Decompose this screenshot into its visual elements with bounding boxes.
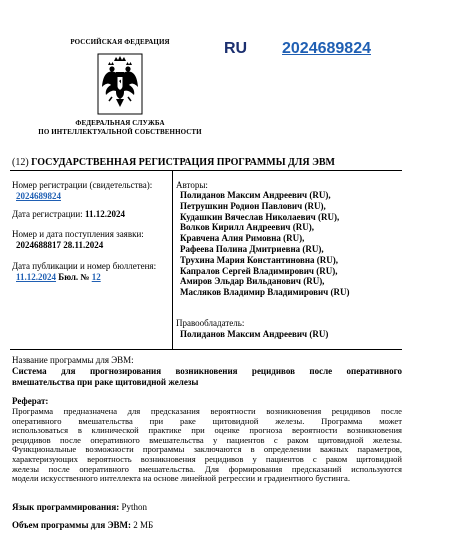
language-value: Python bbox=[121, 502, 147, 512]
size-value: 2 МБ bbox=[133, 520, 154, 530]
abstract-line: характеризующих вероятность возникновения рецидивов у пациентов с раком щитовидной bbox=[12, 453, 402, 464]
reg-number-link[interactable]: 2024689824 bbox=[16, 191, 61, 201]
size-row bbox=[12, 520, 153, 531]
size-label: Объем программы для ЭВМ: bbox=[12, 520, 132, 530]
author-item: Полиданов Максим Андреевич (RU), bbox=[180, 190, 331, 200]
program-name-line-2: вмешательства при раке щитовидной железы bbox=[12, 377, 199, 387]
divider-top bbox=[10, 170, 402, 171]
program-name-label: Название программы для ЭВМ: bbox=[12, 355, 134, 365]
bulletin-label: Бюл. № bbox=[58, 272, 90, 282]
publication-label: Дата публикации и номер бюллетеня: bbox=[12, 261, 157, 271]
program-name-line-1: Система для прогнозирования возникновения рецидивов после оперативного bbox=[12, 366, 402, 376]
language-label: Язык программирования: bbox=[12, 502, 120, 512]
abstract-line: модели искусственного интеллекта на основе линейной регрессии и градиентного бустинга. bbox=[12, 473, 350, 484]
abstract-line: Программа предназначена для предсказания вероятности возникновения рецидивов после bbox=[12, 406, 402, 416]
country-code: RU bbox=[224, 40, 248, 57]
federation-title: РОССИЙСКАЯ ФЕДЕРАЦИЯ bbox=[70, 38, 170, 46]
agency-line-2: ПО ИНТЕЛЛЕКТУАЛЬНОЙ СОБСТВЕННОСТИ bbox=[38, 128, 202, 136]
reg-date-row bbox=[12, 209, 125, 220]
abstract-text bbox=[12, 407, 402, 484]
document-type-line bbox=[12, 157, 335, 168]
application-value: 2024688817 28.11.2024 bbox=[16, 240, 104, 250]
column-divider bbox=[172, 171, 173, 349]
document-type-title: ГОСУДАРСТВЕННАЯ РЕГИСТРАЦИЯ ПРОГРАММЫ ДЛЯ ЭВМ bbox=[31, 157, 335, 168]
abstract-line: оперативного вмешательства при раке щитовидной железы. Программа может bbox=[12, 415, 402, 426]
author-item: Кравчена Алия Римовна (RU), bbox=[180, 233, 305, 244]
author-item: Петрушкин Родион Павлович (RU), bbox=[180, 200, 326, 211]
registration-number-link[interactable]: 2024689824 bbox=[282, 40, 371, 57]
holder-label: Правообладатель: bbox=[176, 318, 245, 328]
author-item: Рафеева Полина Дмитриевна (RU), bbox=[180, 243, 324, 254]
author-item: Кудашкин Вячеслав Николаевич (RU), bbox=[180, 211, 340, 222]
author-item: Масляков Владимир Владимирович (RU) bbox=[180, 287, 350, 298]
reg-number-label: Номер регистрации (свидетельства): bbox=[12, 180, 153, 190]
authors-list bbox=[180, 190, 349, 298]
bulletin-number-link[interactable]: 12 bbox=[91, 272, 101, 282]
reg-date-label: Дата регистрации: bbox=[12, 209, 83, 219]
publication-row bbox=[16, 272, 101, 283]
abstract-line: рецидивов после оперативного вмешательства у пациентов с раком щитовидной железы. bbox=[12, 434, 402, 445]
abstract-line: железы после оперативного вмешательства. Для формирования предсказаний используются bbox=[12, 463, 402, 474]
author-item: Капралов Сергей Владимирович (RU), bbox=[180, 265, 338, 276]
document-type-code: (12) bbox=[12, 157, 29, 168]
abstract-line: использоваться в клинической практике при оценке прогноза вероятности возникновения bbox=[12, 425, 402, 436]
issuer-block bbox=[35, 38, 205, 137]
application-label: Номер и дата поступления заявки: bbox=[12, 229, 144, 239]
divider-bottom bbox=[10, 349, 402, 350]
author-item: Амиров Эльдар Вильданович (RU), bbox=[180, 276, 325, 287]
abstract-label: Реферат: bbox=[12, 396, 49, 406]
author-item: Волков Кирилл Андреевич (RU), bbox=[180, 222, 314, 233]
agency-line-1: ФЕДЕРАЛЬНАЯ СЛУЖБА bbox=[75, 119, 165, 127]
authors-label: Авторы: bbox=[176, 180, 208, 190]
coat-of-arms-icon bbox=[97, 53, 143, 115]
holder-value: Полиданов Максим Андреевич (RU) bbox=[180, 329, 329, 339]
abstract-line: Функциональные возможности программы заключаются в определении важных параметров, bbox=[12, 444, 402, 455]
language-row bbox=[12, 502, 147, 513]
reg-date-value: 11.12.2024 bbox=[84, 209, 125, 219]
publication-date-link[interactable]: 11.12.2024 bbox=[16, 272, 57, 282]
author-item: Трухина Мария Константиновна (RU), bbox=[180, 254, 339, 265]
